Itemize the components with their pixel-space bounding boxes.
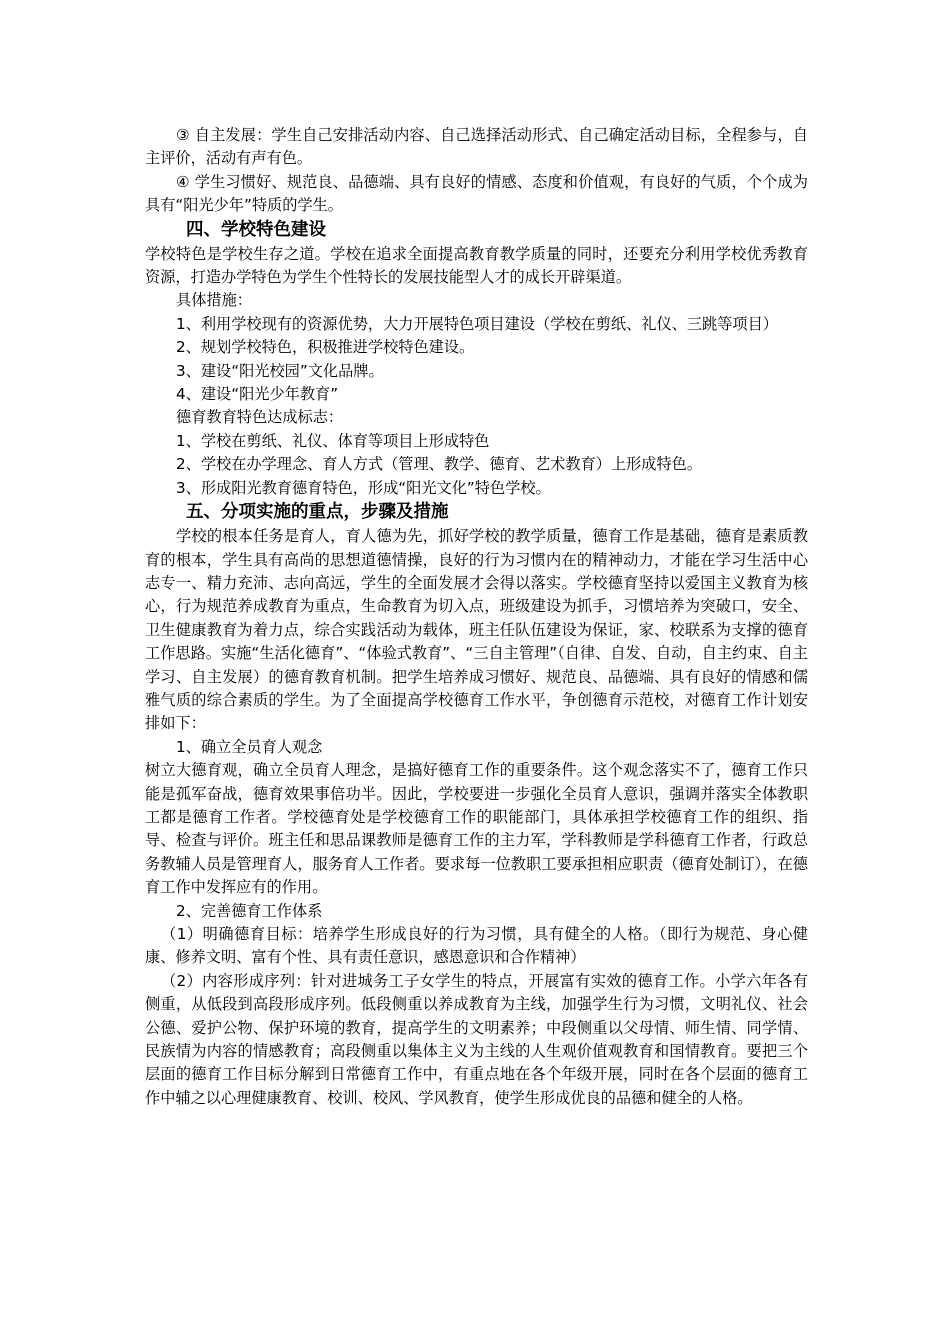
section-heading-school-features: 四、学校特色建设 [186, 219, 326, 240]
document-page [145, 124, 808, 1110]
paragraph-measures-label: 具体措施： [176, 291, 252, 310]
section-heading-implementation: 五、分项实施的重点，步骤及措施 [186, 502, 449, 523]
list-item: 2、规划学校特色，积极推进学校特色建设。 [176, 338, 475, 357]
paragraph-all-staff-body: 树立大德育观，确立全员育人理念，是搞好德育工作的重要条件。这个观念落实不了，德育工作只能是孤军奋战，德育效果事倍功半。因此，学校要进一步强化全员育人意识，强调并落实全体教职工都是德育工作者。学校德育处是学校德育工作的职能部门，具体承担学校德育工作的组织、指导、检查与评价。班主任和思品课教师是德育工作的主力军，学科教师是学科德育工作者，行政总务教辅人员是管理育人，服务育人工作者。要求每一位教职工要承担相应职责（德育处制订），在德育工作中发挥应有的作用。 [145, 761, 808, 897]
list-item: 3、形成阳光教育德育特色，形成“阳光文化”特色学校。 [176, 478, 551, 497]
list-item: 4、建设“阳光少年教育” [176, 385, 339, 404]
paragraph-features-intro: 学校特色是学校生存之道。学校在追求全面提高教育教学质量的同时，还要充分利用学校优秀教育资源，打造办学特色为学生个性特长的发展技能型人才的成长开辟渠道。 [145, 244, 808, 287]
list-item: 3、建设“阳光校园”文化品牌。 [176, 361, 384, 380]
paragraph-standards-label: 德育教育特色达成标志： [176, 408, 344, 427]
paragraph-self-development: ③ 自主发展：学生自己安排活动内容、自己选择活动形式、自己确定活动目标，全程参与，自主评价，活动有声有色。 [145, 126, 808, 168]
paragraph-moral-goals: （1）明确德育目标：培养学生形成良好的行为习惯，具有健全的人格。（即行为规范、身心健康、修养文明、富有个性、具有责任意识，感恩意识和合作精神） [145, 925, 808, 967]
paragraph-student-quality: ④ 学生习惯好、规范良、品德端、具有良好的情感、态度和价值观，有良好的气质，个个成为具有“阳光少年”特质的学生。 [145, 172, 808, 215]
subheading-moral-system: 2、完善德育工作体系 [176, 901, 323, 920]
list-item: 1、学校在剪纸、礼仪、体育等项目上形成特色 [176, 431, 490, 450]
subheading-all-staff-education: 1、确立全员育人观念 [176, 737, 323, 756]
list-item: 1、利用学校现有的资源优势，大力开展特色项目建设（学校在剪纸、礼仪、三跳等项目） [176, 314, 778, 333]
list-item: 2、学校在办学理念、育人方式（管理、教学、德育、艺术教育）上形成特色。 [176, 455, 703, 474]
paragraph-implementation-body: 学校的根本任务是育人，育人德为先，抓好学校的教学质量，德育工作是基础，德育是素质教育的根本，学生具有高尚的思想道德情操，良好的行为习惯内在的精神动力，才能在学习生活中心志专一、精力充沛、志向高远，学生的全面发展才会得以落实。学校德育坚持以爱国主义教育为核心，行为规范养成教育为重点，生命教育为切入点，班级建设为抓手，习惯培养为突破口，安全、卫生健康教育为着力点，综合实践活动为载体，班主任队伍建设为保证，家、校联系为支撑的德育工作思路。实施“生活化德育”、“体验式教育”、“三自主管理”（自律、自发、自动，自主约束、自主学习、自主发展）的德育教育机制。把学生培养成习惯好、规范良、品德端、具有良好的情感和儒雅气质的综合素质的学生。为了全面提高学校德育工作水平，争创德育示范校，对德育工作计划安排如下： [145, 527, 808, 733]
paragraph-content-sequence: （2）内容形成序列：针对进城务工子女学生的特点，开展富有实效的德育工作。小学六年各有侧重，从低段到高段形成序列。低段侧重以养成教育为主线，加强学生行为习惯，文明礼仪、社会公德、爱护公物、保护环境的教育，提高学生的文明素养；中段侧重以父母情、师生情、同学情、民族情为内容的情感教育；高段侧重以集体主义为主线的人生观价值观教育和国情教育。要把三个层面的德育工作目标分解到日常德育工作中，有重点地在各个年级开展，同时在各个层面的德育工作中辅之以心理健康教育、校训、校风、学风教育，使学生形成优良的品德和健全的人格。 [145, 971, 808, 1107]
